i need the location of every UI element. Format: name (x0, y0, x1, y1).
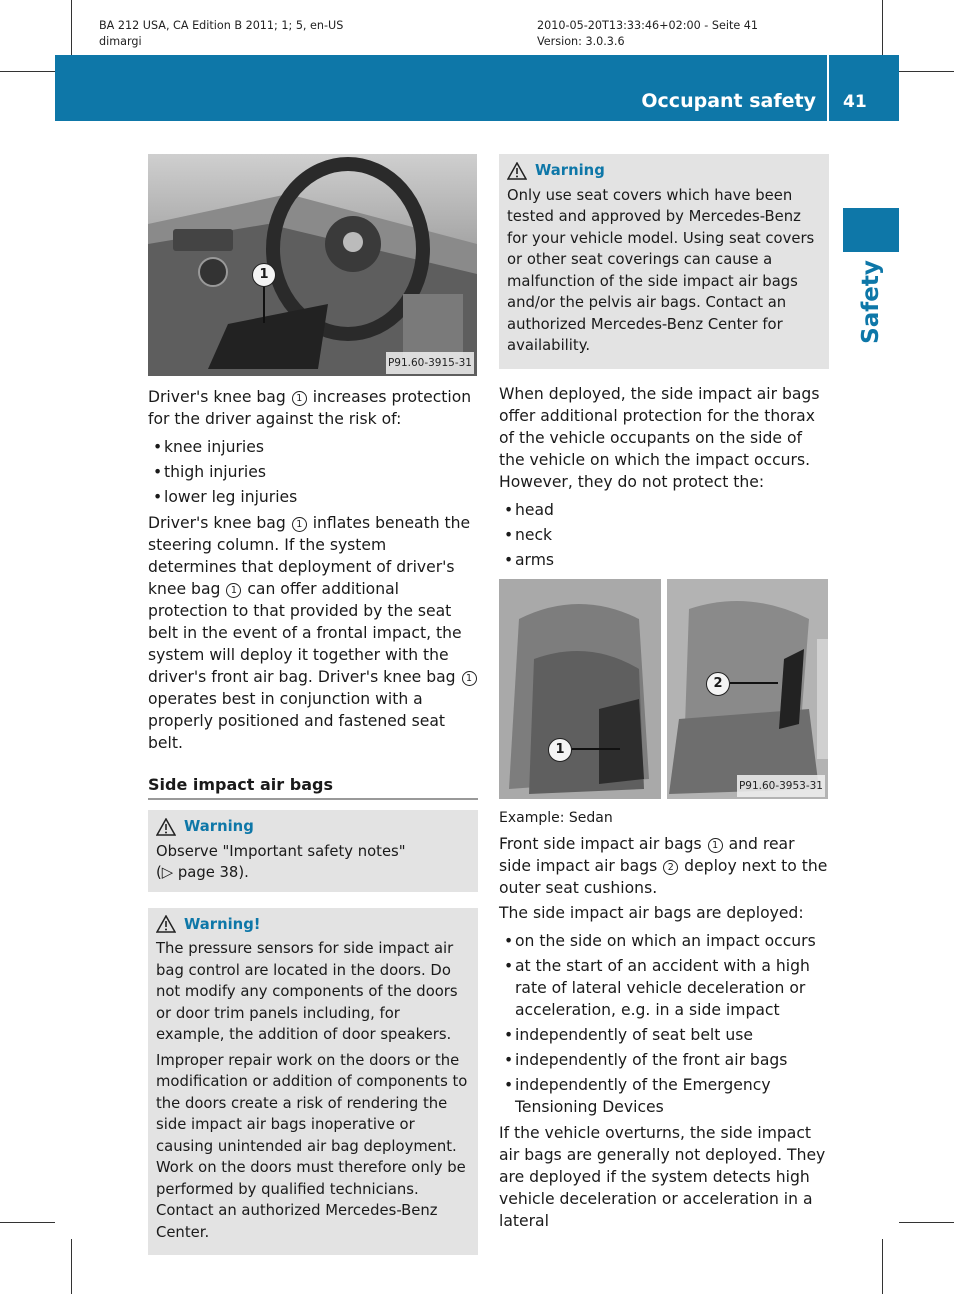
crop-mark (899, 71, 954, 72)
crop-mark (0, 1222, 55, 1223)
text-run: inflates beneath the steering column. If the system determines that deployment of driver's knee bag (148, 514, 471, 598)
warning-box (148, 908, 478, 1256)
figure-code: P91.60-3915-31 (386, 352, 474, 374)
warning-box (499, 154, 829, 369)
callout-2: 2 (706, 672, 730, 696)
meta-line: BA 212 USA, CA Edition B 2011; 1; 5, en-US (99, 19, 344, 32)
knee-bag-description (148, 512, 478, 754)
callout-1-leader (572, 748, 620, 750)
print-meta-right (537, 18, 758, 50)
warning-box (148, 810, 478, 892)
warning-paragraph: The pressure sensors for side impact air bag control are located in the doors. Do not modify any components of the doors or door trim panels including, for example, the addition of door speakers. (156, 940, 458, 1043)
page-number: 41 (843, 92, 867, 112)
seats-illustration (499, 579, 828, 799)
text-run: increases protection for the driver against the risk of: (148, 388, 472, 428)
side-bag-description: When deployed, the side impact air bags offer additional protection for the thorax of the vehicle occupants on the side of the vehicle on which the impact occurs. However, they do not protect the: (499, 384, 820, 491)
side-bag-figure (499, 579, 828, 799)
warning-triangle-icon (156, 818, 176, 836)
chapter-tab-label-wrap (841, 262, 901, 342)
figure-caption: Example: Sedan (499, 809, 613, 826)
chapter-tab-label: Safety (858, 260, 884, 344)
list-item: • independently of the front air bags (499, 1049, 829, 1071)
print-meta-left (99, 18, 343, 50)
text-run: operates best in conjunction with a properly positioned and fastened seat belt. (148, 690, 446, 752)
list-item: • on the side on which an impact occurs (499, 930, 829, 952)
warning-paragraph: Improper repair work on the doors or the modification or addition of components to the doors create a risk of rendering the side impact air bags inoperative or causing unintended air bag deployment. Work on the doors must therefore only be performed by qualified technicians. Contact an authorized Mercedes-Benz Center. (156, 1051, 468, 1241)
warning-paragraph: Only use seat covers which have been tested and approved by Mercedes-Benz for your vehicle model. Using seat covers or other seat coverings can cause a malfunction of the side impact air bags and/or the pelvis air bags. Contact an authorized Mercedes-Benz Center for availability. (507, 186, 815, 354)
list-item: • at the start of an accident with a high rate of lateral vehicle deceleration or acceleration, e.g. in a side impact (499, 955, 829, 1021)
crop-mark (71, 1239, 72, 1294)
callout-1: 1 (252, 263, 276, 287)
warning-title-text: Warning (184, 818, 254, 835)
list-item: • independently of the Emergency Tensioning Devices (499, 1074, 829, 1118)
meta-line: 2010-05-20T13:33:46+02:00 - Seite 41 (537, 19, 759, 32)
warning-title (156, 914, 470, 936)
warning-text: Observe "Important safety notes" (156, 842, 406, 860)
list-item: • head (499, 499, 829, 521)
dashboard-illustration (148, 154, 477, 376)
ref-marker-1: 1 (708, 838, 723, 853)
callout-2-leader (730, 682, 778, 684)
warning-title-text: Warning! (184, 915, 261, 933)
overturn-text: If the vehicle overturns, the side impact air bags are generally not deployed. They are deployed if the system detects high vehicle deceleration or acceleration in a lateral (499, 1123, 826, 1230)
crop-mark (882, 0, 883, 55)
page-reference-link[interactable]: (▷ page 38). (156, 864, 249, 881)
text-run: Front side impact air bags (499, 834, 707, 853)
ref-marker-1: 1 (462, 671, 477, 686)
list-item: • knee injuries (148, 436, 478, 458)
deploy-location-text (499, 833, 829, 899)
callout-1-leader (263, 287, 265, 323)
left-column (148, 154, 478, 1255)
text-run: deploy next to the outer seat cushions. (499, 856, 828, 897)
ref-marker-2: 2 (663, 860, 678, 875)
section-title: Occupant safety (641, 90, 816, 112)
text-run: can offer additional protection to that provided by the seat belt in the event of a frontal impact, the system will deploy it together with the driver's front air bag. Driver's knee bag (148, 580, 462, 686)
crop-mark (882, 1239, 883, 1294)
text-run: and rear side impact air bags (499, 834, 795, 875)
warning-triangle-icon (156, 915, 176, 933)
injury-list (148, 436, 478, 508)
list-item: • arms (499, 549, 829, 571)
ref-marker-1: 1 (292, 391, 307, 406)
callout-1: 1 (548, 738, 572, 762)
warning-triangle-icon (507, 162, 527, 180)
text-run: Driver's knee bag (148, 514, 291, 532)
ref-marker-1: 1 (292, 517, 307, 532)
right-column (499, 154, 829, 1235)
chapter-tab[interactable] (843, 208, 899, 252)
list-item: • neck (499, 524, 829, 546)
text-run: Driver's knee bag (148, 388, 291, 406)
crop-mark (71, 0, 72, 55)
warning-title (507, 160, 821, 182)
meta-line: dimargi (99, 35, 142, 48)
meta-line: Version: 3.0.3.6 (537, 35, 625, 48)
warning-title-text: Warning (535, 162, 605, 179)
header-divider (827, 55, 829, 121)
crop-mark (0, 71, 55, 72)
deploy-conditions-intro: The side impact air bags are deployed: (499, 903, 804, 922)
crop-mark (899, 1222, 954, 1223)
warning-title (156, 816, 470, 838)
list-item: • thigh injuries (148, 461, 478, 483)
section-heading: Side impact air bags (148, 774, 478, 800)
list-item: • lower leg injuries (148, 486, 478, 508)
not-protected-list (499, 499, 829, 571)
figure-code: P91.60-3953-31 (737, 775, 825, 797)
list-item: • independently of seat belt use (499, 1024, 829, 1046)
deploy-conditions-list (499, 930, 829, 1118)
knee-bag-figure (148, 154, 477, 376)
knee-bag-intro (148, 386, 478, 430)
ref-marker-1: 1 (226, 583, 241, 598)
